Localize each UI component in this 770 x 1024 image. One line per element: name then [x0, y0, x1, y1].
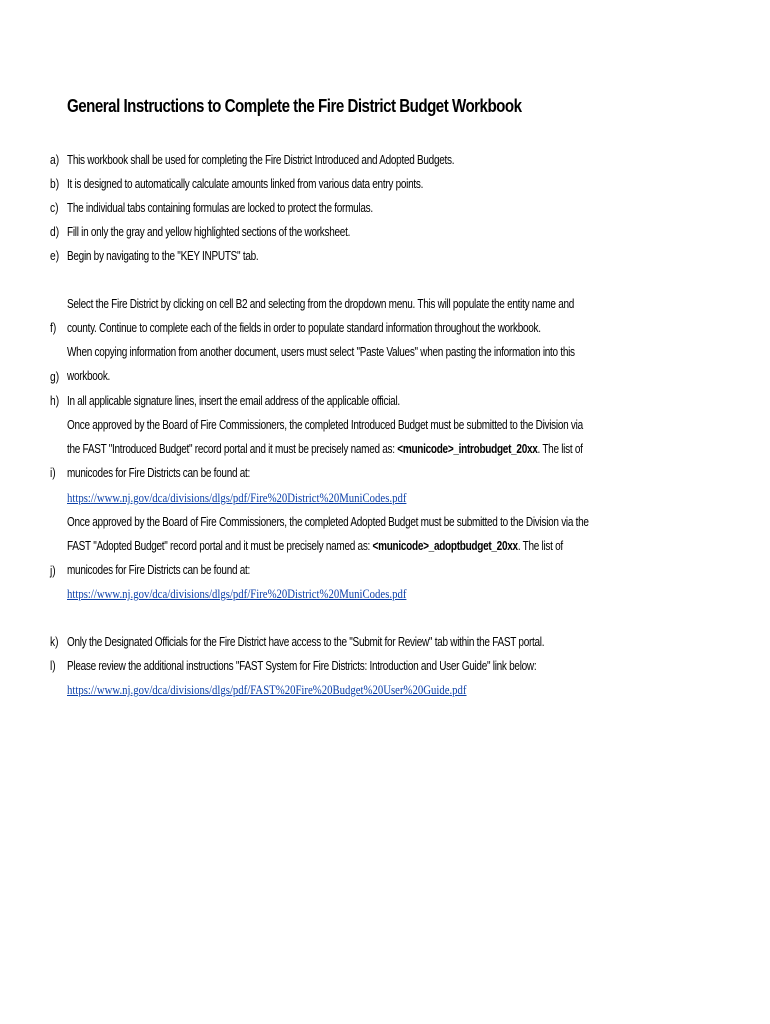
item-text: The individual tabs containing formulas are locked to protect the formulas. — [67, 201, 373, 215]
item-text-segment: . The list of — [537, 442, 583, 456]
item-marker: a) — [50, 153, 60, 167]
item-marker: c) — [50, 201, 59, 215]
municodes-link[interactable]: https://www.nj.gov/dca/divisions/dlgs/pdf/Fire%20District%20MuniCodes.pdf — [67, 587, 407, 601]
user-guide-link[interactable]: https://www.nj.gov/dca/divisions/dlgs/pdf/FAST%20Fire%20Budget%20User%20Guide.pdf — [67, 683, 467, 697]
item-marker: f) — [50, 321, 57, 335]
page-title: General Instructions to Complete the Fire District Budget Workbook — [67, 96, 522, 116]
item-text-segment: FAST "Adopted Budget" record portal and it must be precisely named as: — [67, 539, 373, 553]
item-marker: g) — [50, 370, 60, 384]
item-text-line-1: When copying information from another document, users must select "Paste Values" when pasting the information into this — [67, 345, 575, 359]
item-text-line-1: Once approved by the Board of Fire Commissioners, the completed Adopted Budget must be submitted to the Division via the — [67, 515, 589, 529]
item-marker: i) — [50, 466, 56, 480]
item-text-line-1: Select the Fire District by clicking on cell B2 and selecting from the dropdown menu. This will populate the entity name and — [67, 297, 575, 311]
item-text-segment: . The list of — [517, 539, 563, 553]
item-text: It is designed to automatically calculate amounts linked from various data entry points. — [67, 177, 424, 191]
filename-pattern: <municode>_introbudget_20xx — [397, 442, 538, 456]
filename-pattern: <municode>_adoptbudget_20xx — [372, 539, 518, 553]
item-marker: k) — [50, 635, 59, 649]
item-text-line-2 — [67, 539, 563, 553]
item-marker: l) — [50, 659, 56, 673]
item-text: In all applicable signature lines, insert the email address of the applicable official. — [67, 394, 400, 408]
item-marker: e) — [50, 249, 60, 263]
item-text: Only the Designated Officials for the Fire District have access to the "Submit for Review" tab within the FAST portal. — [67, 635, 545, 649]
item-text-line-2 — [67, 442, 583, 456]
item-text: Fill in only the gray and yellow highlighted sections of the worksheet. — [67, 225, 351, 239]
item-text-line-1: Once approved by the Board of Fire Commissioners, the completed Introduced Budget must be submitted to the Division via — [67, 418, 583, 432]
item-marker: b) — [50, 177, 60, 191]
item-text-segment: the FAST "Introduced Budget" record portal and it must be precisely named as: — [67, 442, 398, 456]
item-text-line-2: county. Continue to complete each of the fields in order to populate standard information throughout the workbook. — [67, 321, 541, 335]
item-marker: h) — [50, 394, 60, 408]
item-marker: d) — [50, 225, 60, 239]
item-text: Please review the additional instructions "FAST System for Fire Districts: Introduction and User Guide" link below: — [67, 659, 537, 673]
item-text-line-2: workbook. — [67, 369, 111, 383]
item-text: This workbook shall be used for completing the Fire District Introduced and Adopted Budgets. — [67, 153, 455, 167]
item-text-line-3: municodes for Fire Districts can be found at: — [67, 563, 251, 577]
item-text: Begin by navigating to the "KEY INPUTS" tab. — [67, 249, 259, 263]
item-text-line-3: municodes for Fire Districts can be found at: — [67, 466, 251, 480]
item-marker: j) — [50, 564, 56, 578]
municodes-link[interactable]: https://www.nj.gov/dca/divisions/dlgs/pdf/Fire%20District%20MuniCodes.pdf — [67, 491, 407, 505]
